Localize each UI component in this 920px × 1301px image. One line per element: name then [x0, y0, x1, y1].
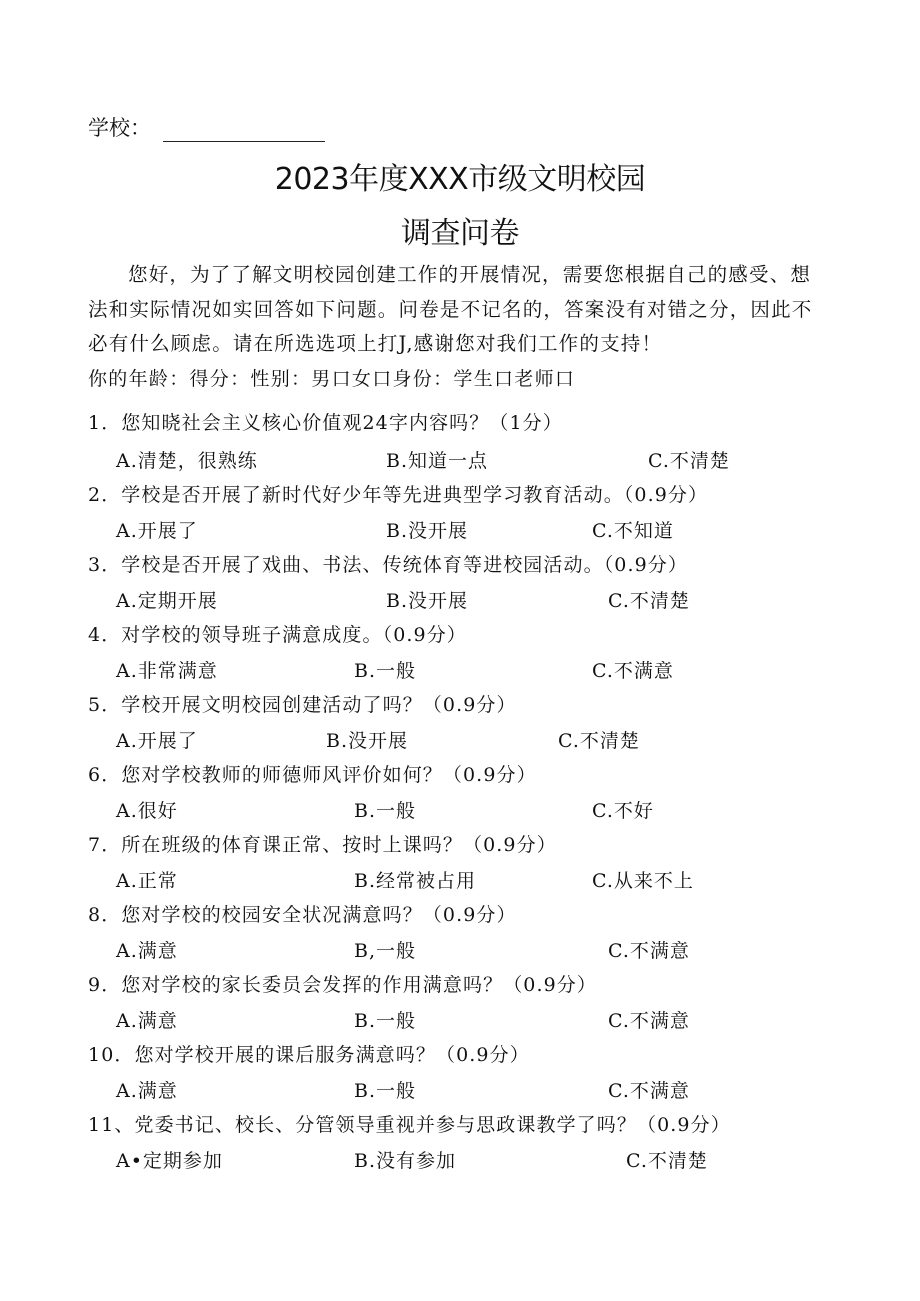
question-6-option-b[interactable]: B.一般: [354, 800, 417, 822]
question-10-option-b[interactable]: B.一般: [354, 1080, 417, 1102]
survey-subtitle: 调查问卷: [401, 216, 519, 251]
school-label: 学校：: [88, 116, 151, 140]
question-7-option-a[interactable]: A.正常: [116, 870, 178, 892]
question-11: 11、党委书记、校长、分管领导重视并参与思政课教学了吗？（0.9分）: [88, 1114, 731, 1136]
question-7-option-c[interactable]: C.从来不上: [592, 870, 694, 892]
question-9-option-c[interactable]: C.不满意: [608, 1010, 690, 1032]
question-8: 8．您对学校的校园安全状况满意吗？（0.9分）: [88, 904, 517, 926]
question-5-option-c[interactable]: C.不清楚: [558, 730, 640, 752]
question-11-option-c[interactable]: C.不清楚: [626, 1150, 708, 1172]
question-2: 2．学校是否开展了新时代好少年等先进典型学习教育活动。（0.9分）: [88, 484, 709, 506]
question-9-option-a[interactable]: A.满意: [116, 1010, 178, 1032]
question-4-option-a[interactable]: A.非常满意: [116, 660, 218, 682]
question-1: 1．您知晓社会主义核心价值观24字内容吗？（1分）: [88, 412, 563, 434]
question-10-option-a[interactable]: A.满意: [116, 1080, 178, 1102]
school-field: [88, 112, 325, 142]
question-3-option-a[interactable]: A.定期开展: [116, 590, 218, 612]
question-9-option-b[interactable]: B.一般: [354, 1010, 417, 1032]
question-10: 10．您对学校开展的课后服务满意吗？（0.9分）: [88, 1044, 530, 1066]
question-2-option-a[interactable]: A.开展了: [116, 520, 198, 542]
question-11-option-a[interactable]: A•定期参加: [116, 1150, 223, 1172]
question-7-option-b[interactable]: B.经常被占用: [354, 870, 477, 892]
school-blank-line[interactable]: [163, 121, 325, 142]
question-1-option-a[interactable]: A.清楚，很熟练: [116, 450, 258, 472]
survey-title: 2023年度XXX市级文明校园: [274, 162, 646, 197]
question-3-option-b[interactable]: B.没开展: [386, 590, 469, 612]
question-4: 4．对学校的领导班子满意成度。（0.9分）: [88, 624, 467, 646]
question-4-option-b[interactable]: B.一般: [354, 660, 417, 682]
question-4-option-c[interactable]: C.不满意: [592, 660, 674, 682]
question-2-option-c[interactable]: C.不知道: [592, 520, 674, 542]
question-3-option-c[interactable]: C.不清楚: [608, 590, 690, 612]
question-5-option-b[interactable]: B.没开展: [326, 730, 409, 752]
question-2-option-b[interactable]: B.没开展: [386, 520, 469, 542]
question-5-option-a[interactable]: A.开展了: [116, 730, 198, 752]
question-6: 6．您对学校教师的师德师风评价如何？（0.9分）: [88, 764, 537, 786]
question-8-option-a[interactable]: A.满意: [116, 940, 178, 962]
question-5: 5．学校开展文明校园创建活动了吗？（0.9分）: [88, 694, 517, 716]
question-6-option-c[interactable]: C.不好: [592, 800, 654, 822]
question-1-option-b[interactable]: B.知道一点: [386, 450, 489, 472]
question-8-option-c[interactable]: C.不满意: [608, 940, 690, 962]
question-10-option-c[interactable]: C.不满意: [608, 1080, 690, 1102]
personal-info-line: 你的年龄：得分：性别：男口女口身份：学生口老师口: [88, 368, 576, 390]
intro-paragraph: 您好，为了了解文明校园创建工作的开展情况，需要您根据自己的感受、想法和实际情况如实回答如下问题。问卷是不记名的，答案没有对错之分，因此不必有什么顾虑。请在所选选项上打J,感谢您对我们工作的支持！: [88, 263, 813, 355]
question-8-option-b[interactable]: B,一般: [354, 940, 417, 962]
question-9: 9．您对学校的家长委员会发挥的作用满意吗？（0.9分）: [88, 974, 598, 996]
question-7: 7．所在班级的体育课正常、按时上课吗？（0.9分）: [88, 834, 557, 856]
question-6-option-a[interactable]: A.很好: [116, 800, 178, 822]
question-1-option-c[interactable]: C.不清楚: [648, 450, 730, 472]
question-3: 3．学校是否开展了戏曲、书法、传统体育等进校园活动。（0.9分）: [88, 554, 689, 576]
question-11-option-b[interactable]: B.没有参加: [354, 1150, 457, 1172]
